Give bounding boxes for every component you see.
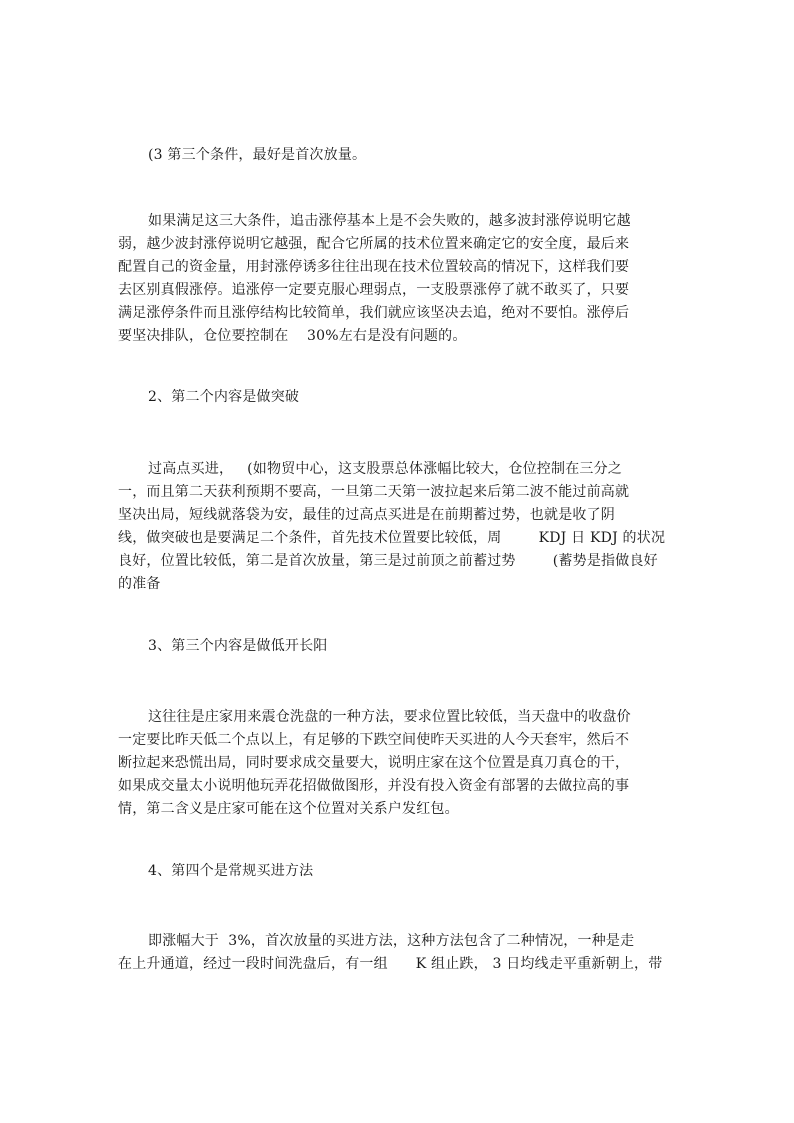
paragraph-3-line-3: 断拉起来恐慌出局，同时要求成交量要大，说明庄家在这个位置是真刀真仓的干， xyxy=(118,755,630,771)
condition-3-text: (3 第三个条件，最好是首次放量。 xyxy=(148,147,367,163)
paragraph-1-line-3: 配置自己的资金量，用封涨停诱多往往出现在技术位置较高的情况下，这样我们要 xyxy=(118,259,630,275)
section-4-heading: 4、第四个是常规买进方法 xyxy=(148,863,314,879)
paragraph-1-line-2: 弱，越少波封涨停说明它越强，配合它所属的技术位置来确定它的安全度，最后来 xyxy=(118,236,630,252)
paragraph-2-line-1: 过高点买进， (如物贸中心，这支股票总体涨幅比较大，仓位控制在三分之 xyxy=(148,461,623,477)
paragraph-2-line-2: 一，而且第二天获利预期不要高，一旦第二天第一波拉起来后第二波不能过前高就 xyxy=(118,484,630,500)
paragraph-1-line-4: 去区别真假涨停。追涨停一定要克服心理弱点，一支股票涨停了就不敢买了，只要 xyxy=(118,282,630,298)
paragraph-3-line-2: 一定要比昨天低二个点以上，有足够的下跌空间使昨天买进的人今天套牢，然后不 xyxy=(118,732,630,748)
paragraph-4-line-1: 即涨幅大于 3%，首次放量的买进方法，这种方法包含了二种情况，一种是走 xyxy=(148,933,635,949)
paragraph-1-line-1: 如果满足这三大条件，追击涨停基本上是不会失败的，越多波封涨停说明它越 xyxy=(148,213,631,229)
paragraph-3-line-4: 如果成交量太小说明他玩弄花招做做图形，并没有投入资金有部署的去做拉高的事 xyxy=(118,778,630,794)
section-2-heading: 2、第二个内容是做突破 xyxy=(148,389,300,405)
paragraph-3-line-1: 这往往是庄家用来震仓洗盘的一种方法，要求位置比较低，当天盘中的收盘价 xyxy=(148,709,631,725)
section-3-heading: 3、第三个内容是做低开长阳 xyxy=(148,638,328,654)
paragraph-3-line-5: 情，第二含义是庄家可能在这个位置对关系户发红包。 xyxy=(118,801,459,817)
paragraph-2-line-6: 的准备 xyxy=(118,576,161,592)
paragraph-1-line-5: 满足涨停条件而且涨停结构比较简单，我们就应该坚决去追，绝对不要怕。涨停后 xyxy=(118,305,630,321)
paragraph-4-line-2: 在上升通道，经过一段时间洗盘后，有一组 K 组止跌， 3 日均线走平重新朝上，带 xyxy=(118,956,663,972)
paragraph-1-line-6: 要坚决排队，仓位要控制在 30%左右是没有问题的。 xyxy=(118,328,467,344)
paragraph-2-line-4: 线，做突破也是要满足二个条件，首先技术位置要比较低，周 KDJ 日 KDJ 的状况 xyxy=(118,530,666,546)
paragraph-2-line-5: 良好，位置比较低，第二是首次放量，第三是过前顶之前蓄过势 (蓄势是指做良好 xyxy=(118,553,658,569)
paragraph-2-line-3: 坚决出局，短线就落袋为安，最佳的过高点买进是在前期蓄过势，也就是收了阴 xyxy=(118,507,615,523)
